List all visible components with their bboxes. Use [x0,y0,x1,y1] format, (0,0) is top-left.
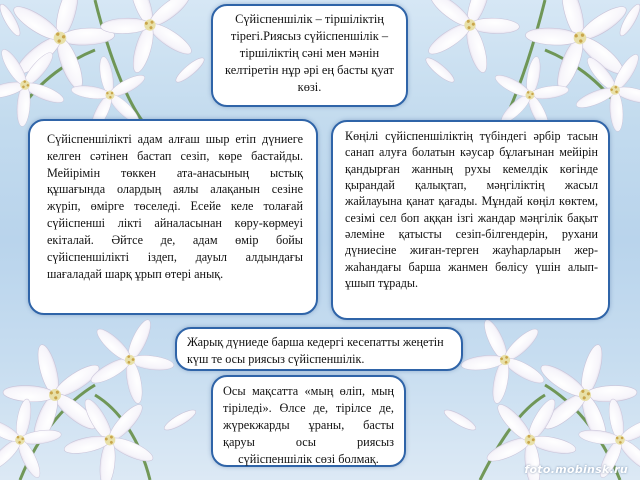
bottom-text-box: Осы мақсатта «мың өліп, мың тіріледі». Өлсе де, тірілсе де, жүрекжарды ұраны, басты қаруы осы риясыз сүйіспеншілік сөзі болмақ. [211,375,406,467]
right-text-box: Көңілі сүйіспеншіліктің түбіндегі әрбір тасын санап алуға болатын кәусар бұлағынан мейірін қандырған жанның рухы кемелдік көгінде қырандай қалықтап, мәңгіліктің жасыл жайлауына қанат қағады. Мұндай көңіл көктем, сезімі сел боп аққан ізгі жандар мәңгілік бақыт әлеміне қатысты сезіп-білгендерін, рухани дүниесіне жиған-терген жауһарларын жер-жаһандағы барша жанмен бөлісу үшін алып-ұшып тұрады. [331,120,610,320]
watermark: foto.mobinsk.ru [524,463,628,476]
left-text-box: Сүйіспеншілікті адам алғаш шыр етіп дүниеге келген сәтінен бастап сезіп, көре бастайды. Мейірімін төккен ата-анасының ыстық құшағында олардың аялы алақанын сезіне жүріп, өмірге төселеді. Есейе келе толағай сүйіспенші лікті айналасынан көру-көрмеуі екіталай. Әйтсе де, адам өмір бойы сүйіспеншілікті іздеп, дауыл алдындағы шағаладай шарқ ұрып өтері анық. [28,119,318,315]
middle-text-box: Жарық дүниеде барша кедергі кесепатты жеңетін күш те осы риясыз сүйіспеншілік. [175,327,463,371]
intro-text-box: Сүйіспеншілік – тіршіліктің тірегі.Риясыз сүйіспеншілік – тіршіліктің сәні мен мәнін келтіретін нұр әрі ең басты қуат көзі. [211,4,408,107]
